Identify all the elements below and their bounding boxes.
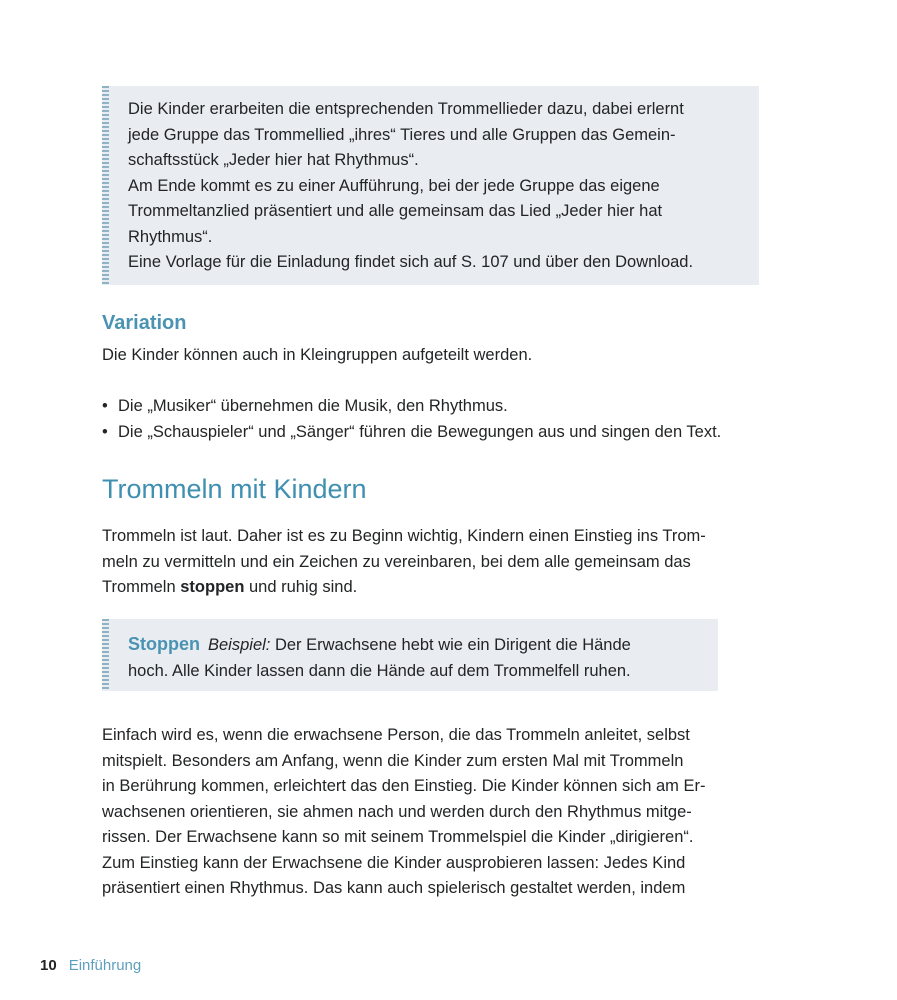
footer-section-name: Einführung bbox=[68, 957, 142, 974]
paragraph-line: mitspielt. Besonders am Anfang, wenn die Kinder zum ersten Mal mit Trommeln bbox=[102, 751, 684, 770]
list-item: • Die „Schauspieler“ und „Sänger“ führen die Bewegungen aus und singen den Text. bbox=[102, 420, 762, 446]
paragraph-line: meln zu vermitteln und ein Zeichen zu vereinbaren, bei dem alle gemeinsam das bbox=[102, 552, 691, 571]
example-label: Beispiel: bbox=[208, 636, 271, 654]
paragraph-line bbox=[102, 575, 762, 601]
page-number: 10 bbox=[40, 957, 57, 974]
main-paragraph bbox=[102, 723, 762, 902]
section-paragraph bbox=[102, 524, 762, 601]
section-heading: Trommeln mit Kindern bbox=[102, 474, 367, 504]
stoppen-label: Stoppen bbox=[128, 634, 200, 654]
paragraph-line: wachsenen orientieren, sie ahmen nach und werden durch den Rhythmus mitge- bbox=[102, 802, 692, 821]
box-line bbox=[128, 632, 718, 659]
text-run: Trommeln bbox=[102, 578, 181, 596]
box-line: Am Ende kommt es zu einer Aufführung, bei der jede Gruppe das eigene bbox=[128, 176, 660, 195]
info-box-stoppen bbox=[102, 619, 718, 691]
box-line: Trommeltanzlied präsentiert und alle gemeinsam das Lied „Jeder hier hat bbox=[128, 202, 663, 220]
text-run: Der Erwachsene hebt wie ein Dirigent die Hände bbox=[270, 636, 631, 654]
variation-intro: Die Kinder können auch in Kleingruppen aufgeteilt werden. bbox=[102, 346, 533, 364]
page-footer bbox=[40, 957, 141, 974]
paragraph-line: präsentiert einen Rhythmus. Das kann auch spielerisch gestaltet werden, indem bbox=[102, 879, 686, 897]
box-line: schaftsstück „Jeder hier hat Rhythmus“. bbox=[128, 151, 419, 169]
text-run: und ruhig sind. bbox=[244, 578, 358, 596]
paragraph-line: Zum Einstieg kann der Erwachsene die Kinder ausprobieren lassen: Jedes Kind bbox=[102, 853, 686, 872]
paragraph-line: Einfach wird es, wenn die erwachsene Person, die das Trommeln anleitet, selbst bbox=[102, 726, 690, 744]
variation-heading: Variation bbox=[102, 312, 187, 334]
box-line: Eine Vorlage für die Einladung findet sich auf S. 107 und über den Download. bbox=[128, 253, 694, 271]
paragraph-line: rissen. Der Erwachsene kann so mit seinem Trommelspiel die Kinder „dirigieren“. bbox=[102, 828, 694, 846]
paragraph-line: Trommeln ist laut. Daher ist es zu Beginn wichtig, Kindern einen Einstieg ins Trom- bbox=[102, 527, 706, 545]
box-line: jede Gruppe das Trommellied „ihres“ Tieres und alle Gruppen das Gemein- bbox=[128, 125, 676, 144]
box-line: Rhythmus“. bbox=[128, 227, 213, 246]
variation-list bbox=[102, 394, 762, 445]
bold-text-stoppen: stoppen bbox=[180, 578, 245, 596]
list-item: • Die „Musiker“ übernehmen die Musik, den Rhythmus. bbox=[102, 394, 762, 420]
info-box-performance bbox=[102, 86, 759, 285]
paragraph-line: in Berührung kommen, erleichtert das den Einstieg. Die Kinder können sich am Er- bbox=[102, 777, 706, 795]
box-line: hoch. Alle Kinder lassen dann die Hände auf dem Trommelfell ruhen. bbox=[128, 661, 631, 680]
box-line: Die Kinder erarbeiten die entsprechenden Trommellieder dazu, dabei erlernt bbox=[128, 100, 684, 118]
